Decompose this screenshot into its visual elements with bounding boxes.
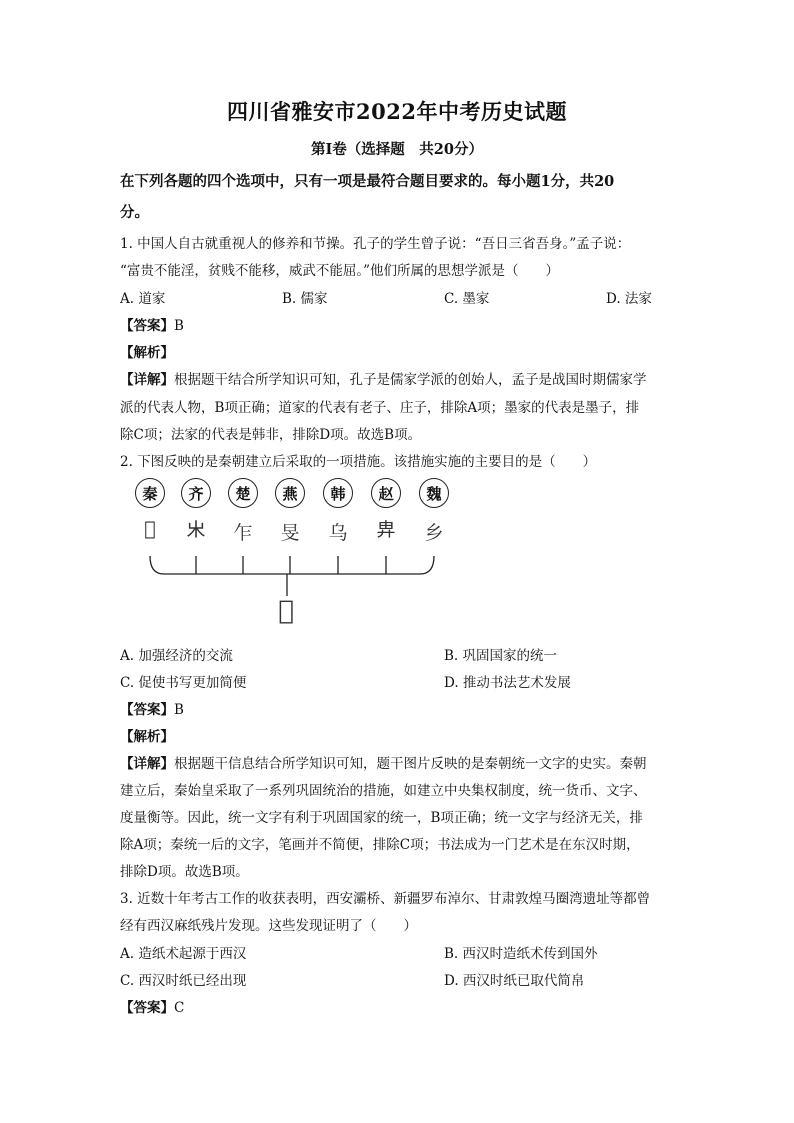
q2-detail-line-2: 建立后，秦始皇采取了一系列巩固统治的措施，如建立中央集权制度，统一货币、文字、: [120, 783, 647, 799]
q1-analysis-tag: 【解析】: [120, 345, 174, 361]
page-title: 四川省雅安市2022年中考历史试题: [227, 99, 567, 124]
q2-detail-line-5: 排除D项。故选B项。: [120, 864, 249, 880]
q2-answer: [120, 698, 695, 718]
q1-option-c: C. 墨家: [444, 291, 490, 307]
script-glyph-qi: 𣎵: [186, 519, 206, 541]
q1-detail-line-1: [120, 368, 695, 388]
instruction-line-2: 分。: [120, 204, 149, 221]
detail-tag: 【详解】: [120, 372, 174, 388]
q1-option-b: B. 儒家: [282, 291, 328, 307]
q1-answer: [120, 314, 695, 334]
q1-stem-line-2: “富贵不能淫，贫贱不能移，威武不能屈。”他们所属的思想学派是（ ）: [120, 263, 560, 279]
q2-option-c: C. 促使书写更加简便: [120, 675, 247, 691]
script-glyph-yan: 旻: [280, 522, 300, 544]
state-seal-qin: 秦: [135, 478, 165, 508]
state-seal-han: 韩: [323, 478, 353, 508]
q2-detail-line-4: 除A项；秦统一后的文字，笔画并不简便，排除C项；书法成为一门艺术是在东汉时期，: [120, 837, 640, 853]
script-glyph-han: 乌: [328, 522, 348, 544]
q2-stem: 2. 下图反映的是秦朝建立后采取的一项措施。该措施实施的主要目的是（ ）: [120, 454, 597, 470]
unified-script-glyph: 𢑞: [278, 596, 294, 626]
state-seal-yan: 燕: [275, 478, 305, 508]
answer-value: B: [174, 702, 184, 718]
q3-option-a: A. 造纸术起源于西汉: [120, 946, 247, 962]
q3-answer: [120, 996, 695, 1016]
q2-option-a: A. 加强经济的交流: [120, 648, 233, 664]
script-glyph-chu: 乍: [233, 522, 253, 544]
state-seal-qi: 齐: [181, 478, 211, 508]
q2-option-b: B. 巩固国家的统一: [444, 648, 558, 664]
answer-tag: 【答案】: [120, 1000, 174, 1016]
answer-tag: 【答案】: [120, 318, 174, 334]
script-glyph-zhao: 𢍁: [376, 519, 396, 541]
script-glyph-qin: 𢑞: [144, 518, 156, 540]
q2-analysis-tag: 【解析】: [120, 729, 174, 745]
section-subtitle: 第Ⅰ卷（选择题 共20分）: [311, 141, 483, 158]
q2-script-unification-figure: [120, 478, 450, 634]
q2-option-d: D. 推动书法艺术发展: [444, 675, 571, 691]
q2-detail-line-1: [120, 752, 695, 772]
q3-option-b: B. 西汉时造纸术传到国外: [444, 946, 598, 962]
script-glyph-wei: 乡: [424, 522, 444, 544]
state-seal-wei: 魏: [419, 478, 449, 508]
q1-detail-line-2: 派的代表人物，B项正确；道家的代表有老子、庄子，排除A项；墨家的代表是墨子，排: [120, 400, 640, 416]
answer-value: B: [174, 318, 184, 334]
q1-option-d: D. 法家: [606, 291, 652, 307]
q3-option-c: C. 西汉时纸已经出现: [120, 973, 247, 989]
q3-stem-line-2: 经有西汉麻纸残片发现。这些发现证明了（ ）: [120, 918, 417, 934]
q1-stem-line-1: 1. 中国人自古就重视人的修养和节操。孔子的学生曾子说：“吾日三省吾身。”孟子说：: [120, 236, 631, 252]
detail-text: 根据题干信息结合所学知识可知，题干图片反映的是秦朝统一文字的史实。秦朝: [174, 756, 647, 772]
q1-detail-line-3: 除C项；法家的代表是韩非，排除D项。故选B项。: [120, 427, 422, 443]
state-seal-chu: 楚: [228, 478, 258, 508]
q1-option-a: A. 道家: [120, 291, 166, 307]
detail-text: 根据题干结合所学知识可知，孔子是儒家学派的创始人，孟子是战国时期儒家学: [174, 372, 647, 388]
answer-value: C: [174, 1000, 185, 1016]
q2-detail-line-3: 度量衡等。因此，统一文字有利于巩固国家的统一，B项正确；统一文字与经济无关，排: [120, 810, 643, 826]
q3-stem-line-1: 3. 近数十年考古工作的收获表明，西安灞桥、新疆罗布淖尔、甘肃敦煌马圈湾遗址等都曾: [120, 891, 651, 907]
instruction-line-1: 在下列各题的四个选项中，只有一项是最符合题目要求的。每小题1分，共20: [120, 173, 615, 190]
detail-tag: 【详解】: [120, 756, 174, 772]
state-seal-zhao: 赵: [371, 478, 401, 508]
answer-tag: 【答案】: [120, 702, 174, 718]
q3-option-d: D. 西汉时纸已取代简帛: [444, 973, 585, 989]
